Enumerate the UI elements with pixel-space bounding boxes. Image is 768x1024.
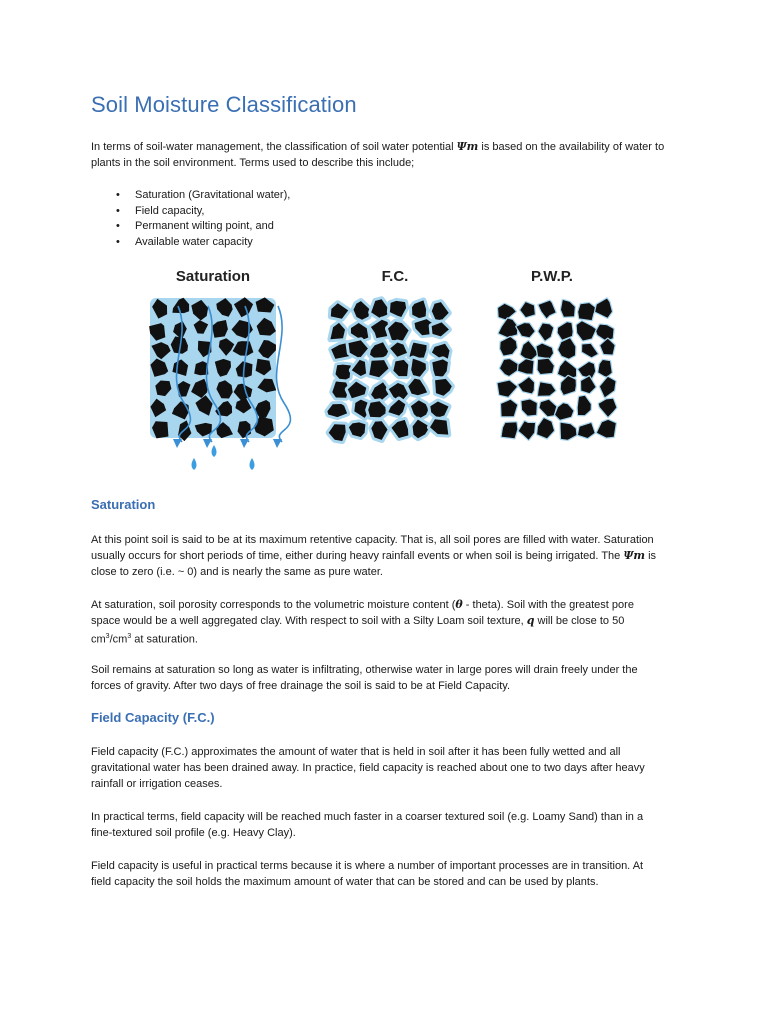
- figure-label-saturation: Saturation: [175, 268, 251, 285]
- list-item: • Available water capacity: [116, 235, 290, 251]
- superscript: 3: [105, 633, 110, 640]
- text-line: space would be a well aggregated clay. With respect to soil with a Silty Loam soil texture,: [91, 615, 527, 627]
- figure-label-fc: F.C.: [381, 268, 409, 285]
- text-line: rainfall or irrigation ceases.: [91, 778, 223, 790]
- water-drop: [212, 445, 217, 457]
- arrow-head: [273, 439, 282, 448]
- section-heading-saturation: Saturation: [91, 497, 156, 512]
- soil-particle: [518, 359, 533, 373]
- soil-particle: [519, 421, 535, 439]
- text-line: In practical terms, field capacity will be reached much faster in a coarser textured soil (e.g. Loamy Sand) than in a: [91, 811, 644, 823]
- fc-paragraph-3: [91, 858, 681, 890]
- text-line: Field capacity (F.C.) approximates the amount of water that is held in soil after it has been fully wetted and all: [91, 746, 621, 758]
- text-line: at saturation.: [131, 633, 198, 646]
- saturation-paragraph-3: [91, 662, 681, 694]
- text-line: - theta). Soil with the greatest pore: [462, 599, 634, 611]
- saturation-paragraph-2: [91, 597, 681, 648]
- text-line: Field capacity is useful in practical terms because it is where a number of important processes are in transition. At: [91, 860, 644, 872]
- soil-particle: [561, 300, 575, 317]
- page-title: Soil Moisture Classification: [91, 92, 357, 117]
- arrow-head: [240, 439, 249, 448]
- psi-symbol: Ψm: [456, 140, 479, 153]
- text-line: field capacity the soil holds the maximum amount of water that can be stored and can be used by plants.: [91, 876, 599, 888]
- water-drop: [192, 458, 197, 470]
- text-line: gravitational water has been drained away. In practice, field capacity is reached about one to two days after heavy: [91, 762, 645, 774]
- soil-moisture-illustration: [0, 0, 768, 500]
- text-line: usually occurs for short periods of time, either during heavy rainfall events or when soil is being irrigated. The: [91, 550, 624, 562]
- list-item: • Field capacity,: [116, 204, 290, 220]
- arrow-head: [203, 439, 212, 448]
- text-line: is: [645, 550, 657, 562]
- soil-particle: [537, 344, 553, 359]
- soil-particle: [578, 362, 595, 378]
- section-heading-field-capacity: Field Capacity (F.C.): [91, 710, 215, 725]
- fc-paragraph-2: [91, 809, 681, 841]
- text-line: At this point soil is said to be at its maximum retentive capacity. That is, all soil pores are filled with water. Saturation: [91, 534, 654, 546]
- arrow-head: [173, 439, 182, 448]
- text-line: Soil remains at saturation so long as water is infiltrating, otherwise water in large pores will drain freely under the: [91, 664, 638, 676]
- fc-paragraph-1: [91, 744, 681, 792]
- text-line: close to zero (i.e. ~ 0) and is nearly the same as pure water.: [91, 566, 383, 578]
- text-line: /cm: [109, 633, 128, 646]
- text-line: At saturation, soil porosity corresponds to the volumetric moisture content (: [91, 599, 456, 611]
- text-line: forces of gravity. After two days of free drainage the soil is said to be at Field Capacity.: [91, 680, 511, 692]
- intro-text-2: is based on the availability of water to: [478, 141, 665, 153]
- psi-symbol: Ψm: [623, 549, 646, 562]
- figure-label-pwp: P.W.P.: [531, 268, 573, 285]
- q-symbol: q: [526, 614, 535, 627]
- superscript: 3: [127, 633, 132, 640]
- text-line: will be close to 50: [534, 615, 625, 627]
- soil-particle: [540, 400, 557, 416]
- intro-text-1: In terms of soil-water management, the classification of soil water potential: [91, 141, 457, 153]
- water-drop: [250, 458, 255, 470]
- saturation-paragraph-1: [91, 532, 681, 580]
- theta-symbol: θ: [455, 598, 463, 611]
- text-line: cm: [91, 633, 106, 646]
- list-item: • Saturation (Gravitational water),: [116, 188, 290, 204]
- intro-text-3: plants in the soil environment. Terms used to describe this include;: [91, 157, 415, 169]
- drainage-arrow: [277, 306, 291, 442]
- text-line: fine-textured soil profile (e.g. Heavy Clay).: [91, 827, 296, 839]
- list-item: • Permanent wilting point, and: [116, 219, 290, 235]
